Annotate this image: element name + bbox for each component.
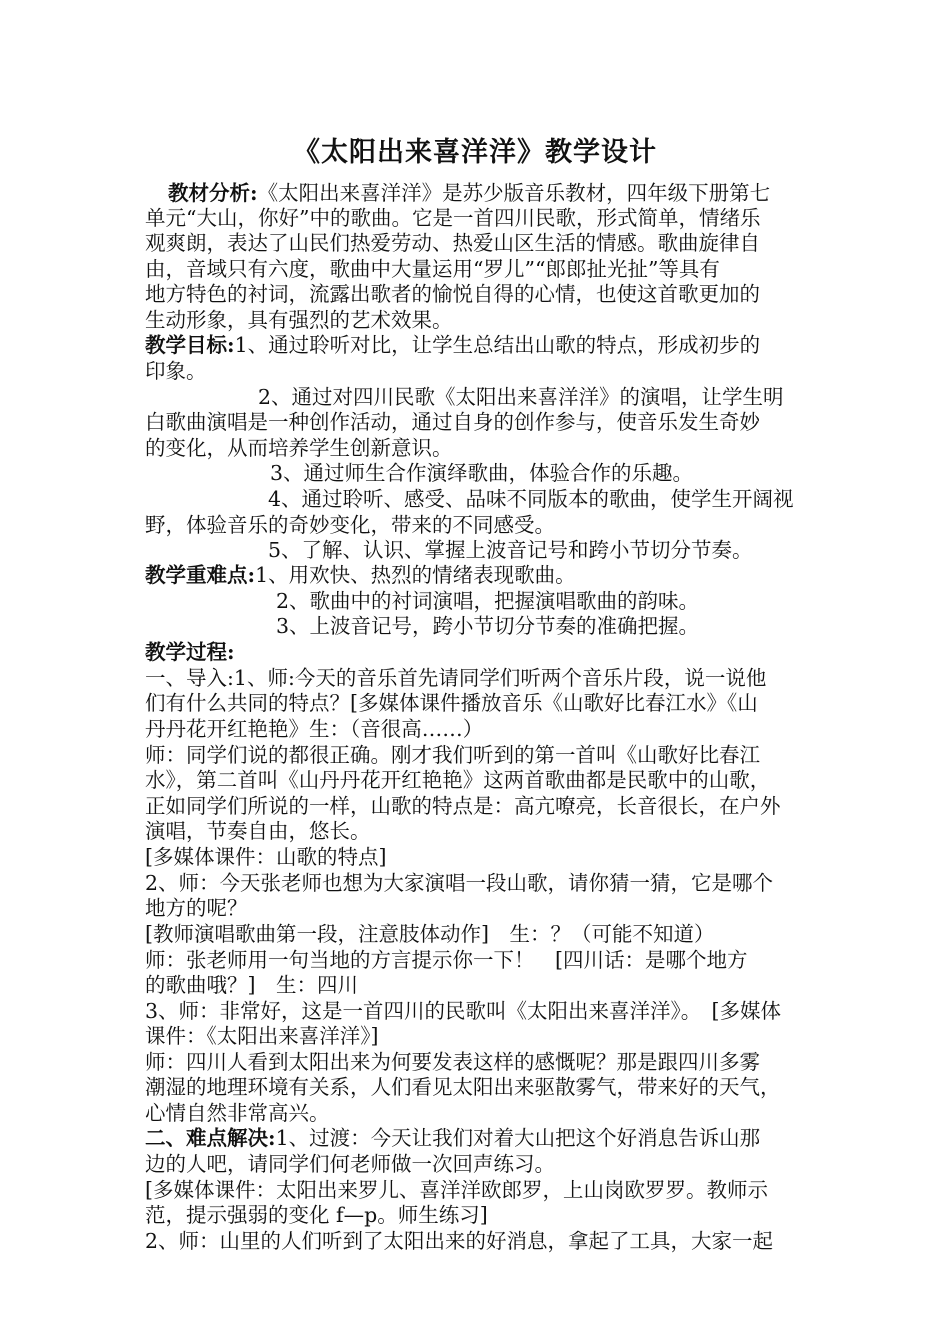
line-text: 3、师：非常好，这是一首四川的民歌叫《太阳出来喜洋洋》。 [多媒体 <box>145 999 782 1023</box>
line-text: 一、导入:1、师:今天的音乐首先请同学们听两个音乐片段，说一说他 <box>145 666 767 690</box>
text-line <box>145 230 760 256</box>
text-line <box>145 870 773 896</box>
line-text: 们有什么共同的特点？[多媒体课件播放音乐《山歌好比春江水》《山 <box>145 691 758 715</box>
line-text: 2、师：今天张老师也想为大家演唱一段山歌，请你猜一猜，它是哪个 <box>145 871 774 895</box>
text-line <box>145 665 766 691</box>
text-line <box>268 537 753 563</box>
line-text: 白歌曲演唱是一种创作活动，通过自身的创作参与，使音乐发生奇妙 <box>145 410 760 434</box>
text-line <box>145 409 760 435</box>
text-line <box>145 1049 760 1075</box>
text-line <box>276 588 699 614</box>
line-text: 《太阳出来喜洋洋》是苏少版音乐教材，四年级下册第七 <box>257 181 771 205</box>
text-line <box>276 613 699 639</box>
line-text: 正如同学们所说的一样，山歌的特点是：高亢嘹亮，长音很长，在户外 <box>145 794 781 818</box>
line-text: 师：张老师用一句当地的方言提示你一下！ [四川话：是哪个地方 <box>145 948 748 972</box>
line-text: 演唱，节奏自由，悠长。 <box>145 819 371 843</box>
section-label: 教学重难点: <box>145 563 256 587</box>
text-line <box>145 895 248 921</box>
text-line <box>145 972 358 998</box>
text-line <box>145 358 207 384</box>
text-line <box>145 562 576 588</box>
text-line <box>145 435 453 461</box>
section-label: 教学过程: <box>145 640 235 664</box>
line-text: 水》，第二首叫《山丹丹花开红艳艳》这两首歌曲都是民歌中的山歌， <box>145 768 771 792</box>
text-line <box>145 742 760 768</box>
text-line <box>145 1023 379 1049</box>
line-text: 地方特色的衬词，流露出歌者的愉悦自得的心情，也使这首歌更加的 <box>145 282 760 306</box>
line-text: 丹丹花开红艳艳》生：（音很高……） <box>145 717 484 741</box>
text-line <box>145 767 770 793</box>
document-title: 《太阳出来喜洋洋》教学设计 <box>293 137 657 168</box>
text-line <box>145 1202 488 1228</box>
text-line <box>145 512 555 538</box>
line-text: 3、上波音记号，跨小节切分节奏的准确把握。 <box>276 614 700 638</box>
line-text: 范，提示强弱的变化 f—p。师生练习] <box>145 1203 488 1227</box>
line-text: [教师演唱歌曲第一段，注意肢体动作] 生：？（可能不知道） <box>145 922 715 946</box>
text-line <box>168 180 770 206</box>
text-line <box>145 716 483 742</box>
text-line <box>145 947 748 973</box>
line-text: 1、过渡：今天让我们对着大山把这个好消息告诉山那 <box>275 1126 761 1150</box>
text-line <box>145 281 760 307</box>
section-label: 教材分析: <box>168 181 258 205</box>
line-text: 印象。 <box>145 359 207 383</box>
text-line <box>145 1177 768 1203</box>
line-text: 2、师：山里的人们听到了太阳出来的好消息，拿起了工具，大家一起 <box>145 1229 774 1253</box>
text-line <box>145 793 781 819</box>
line-text: 生动形象，具有强烈的艺术效果。 <box>145 308 453 332</box>
section-label: 二、难点解决: <box>145 1126 276 1150</box>
text-line <box>145 1074 781 1100</box>
text-line <box>145 205 760 231</box>
text-line <box>145 921 715 947</box>
line-text: 1、用欢快、热烈的情绪表现歌曲。 <box>255 563 576 587</box>
text-line <box>145 844 387 870</box>
line-text: 潮湿的地理环境有关系，人们看见太阳出来驱散雾气，带来好的天气， <box>145 1075 781 1099</box>
text-line <box>145 998 781 1024</box>
line-text: 3、通过师生合作演绎歌曲，体验合作的乐趣。 <box>270 461 694 485</box>
text-line <box>270 460 693 486</box>
text-line <box>145 818 371 844</box>
line-text: 2、通过对四川民歌《太阳出来喜洋洋》的演唱，让学生明 <box>258 385 784 409</box>
text-line <box>145 690 758 716</box>
text-line <box>145 639 235 665</box>
line-text: 观爽朗，表达了山民们热爱劳动、热爱山区生活的情感。歌曲旋律自 <box>145 231 760 255</box>
text-line <box>145 1151 555 1177</box>
line-text: 4、通过聆听、感受、品味不同版本的歌曲，使学生开阔视 <box>268 487 794 511</box>
line-text: 单元“大山，你好”中的歌曲。它是一首四川民歌，形式简单，情绪乐 <box>145 206 761 230</box>
text-line <box>145 256 720 282</box>
line-text: 1、通过聆听对比，让学生总结出山歌的特点，形成初步的 <box>234 333 761 357</box>
text-line <box>145 332 760 358</box>
line-text: 地方的呢？ <box>145 896 248 920</box>
text-line <box>145 1100 330 1126</box>
line-text: 师：四川人看到太阳出来为何要发表这样的感慨呢？那是跟四川多雾 <box>145 1050 760 1074</box>
line-text: 由，音域只有六度，歌曲中大量运用“罗儿”“郎郎扯光扯”等具有 <box>145 257 720 281</box>
line-text: 课件：《太阳出来喜洋洋》] <box>145 1024 379 1048</box>
line-text: [多媒体课件：太阳出来罗儿、喜洋洋欧郎罗，上山岗欧罗罗。教师示 <box>145 1178 768 1202</box>
line-text: 师：同学们说的都很正确。刚才我们听到的第一首叫《山歌好比春江 <box>145 743 760 767</box>
line-text: 的变化，从而培养学生创新意识。 <box>145 436 453 460</box>
line-text: 边的人吧，请同学们何老师做一次回声练习。 <box>145 1152 555 1176</box>
text-line <box>258 384 784 410</box>
line-text: 野，体验音乐的奇妙变化，带来的不同感受。 <box>145 513 555 537</box>
line-text: 2、歌曲中的衬词演唱，把握演唱歌曲的韵味。 <box>276 589 700 613</box>
section-label: 教学目标: <box>145 333 235 357</box>
line-text: 的歌曲哦？] 生：四川 <box>145 973 358 997</box>
line-text: 5、了解、认识、掌握上波音记号和跨小节切分节奏。 <box>268 538 753 562</box>
text-line <box>145 1228 773 1254</box>
line-text: 心情自然非常高兴。 <box>145 1101 330 1125</box>
text-line <box>268 486 794 512</box>
line-text: [多媒体课件：山歌的特点] <box>145 845 387 869</box>
text-line <box>145 307 453 333</box>
text-line <box>145 1125 760 1151</box>
